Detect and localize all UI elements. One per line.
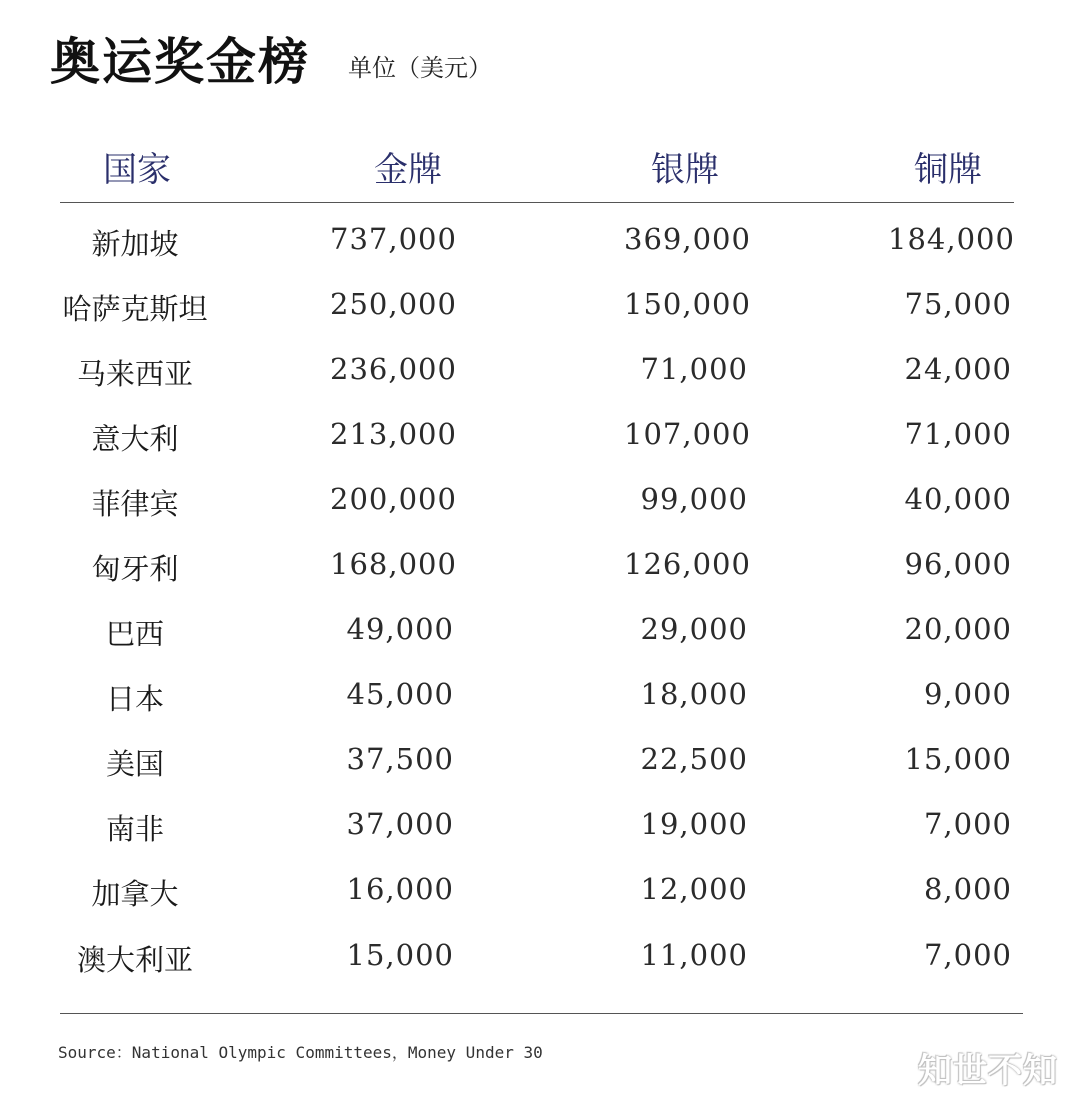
column-header-bronze: 铜牌 xyxy=(914,150,982,190)
silver-cell: 22,500 xyxy=(640,742,748,776)
silver-cell: 99,000 xyxy=(640,482,748,516)
silver-cell: 150,000 xyxy=(624,287,751,321)
bronze-cell: 24,000 xyxy=(904,352,1012,386)
silver-cell: 126,000 xyxy=(624,547,751,581)
column-header-gold: 金牌 xyxy=(374,150,442,190)
gold-cell: 213,000 xyxy=(330,417,457,451)
silver-cell: 11,000 xyxy=(640,938,748,972)
gold-cell: 250,000 xyxy=(330,287,457,321)
country-cell: 澳大利亚 xyxy=(76,943,193,977)
bronze-cell: 20,000 xyxy=(904,612,1012,646)
country-cell: 美国 xyxy=(105,747,164,781)
bronze-cell: 96,000 xyxy=(904,547,1012,581)
silver-cell: 18,000 xyxy=(640,677,748,711)
gold-cell: 236,000 xyxy=(330,352,457,386)
bronze-cell: 8,000 xyxy=(923,872,1012,906)
gold-cell: 37,000 xyxy=(346,807,454,841)
bronze-cell: 184,000 xyxy=(888,222,1015,256)
country-cell: 匈牙利 xyxy=(91,552,179,586)
silver-cell: 29,000 xyxy=(640,612,748,646)
gold-cell: 37,500 xyxy=(346,742,454,776)
page-title: 奥运奖金榜 xyxy=(50,33,310,91)
silver-cell: 19,000 xyxy=(640,807,748,841)
bronze-cell: 75,000 xyxy=(904,287,1012,321)
header-divider xyxy=(60,202,1014,203)
country-cell: 马来西亚 xyxy=(76,357,193,391)
gold-cell: 45,000 xyxy=(346,677,454,711)
country-cell: 巴西 xyxy=(105,617,164,651)
unit-subtitle: 单位（美元） xyxy=(348,54,492,82)
silver-cell: 71,000 xyxy=(640,352,748,386)
gold-cell: 168,000 xyxy=(330,547,457,581)
bronze-cell: 40,000 xyxy=(904,482,1012,516)
country-cell: 日本 xyxy=(105,682,164,716)
bronze-cell: 7,000 xyxy=(923,938,1012,972)
silver-cell: 369,000 xyxy=(624,222,751,256)
bronze-cell: 71,000 xyxy=(904,417,1012,451)
source-note: Source：National Olympic Committees，Money Under 30 xyxy=(58,1043,543,1062)
country-cell: 意大利 xyxy=(91,422,179,456)
silver-cell: 12,000 xyxy=(640,872,748,906)
gold-cell: 15,000 xyxy=(346,938,454,972)
watermark-logo: 知世不知 xyxy=(918,1051,1058,1091)
column-header-country: 国家 xyxy=(103,150,171,190)
country-cell: 新加坡 xyxy=(91,227,179,261)
bronze-cell: 7,000 xyxy=(923,807,1012,841)
bronze-cell: 9,000 xyxy=(923,677,1012,711)
gold-cell: 737,000 xyxy=(330,222,457,256)
country-cell: 南非 xyxy=(105,812,164,846)
column-header-silver: 银牌 xyxy=(651,150,719,190)
silver-cell: 107,000 xyxy=(624,417,751,451)
footer-divider xyxy=(60,1013,1023,1014)
country-cell: 加拿大 xyxy=(91,877,179,911)
gold-cell: 49,000 xyxy=(346,612,454,646)
country-cell: 哈萨克斯坦 xyxy=(62,292,208,326)
gold-cell: 16,000 xyxy=(346,872,454,906)
gold-cell: 200,000 xyxy=(330,482,457,516)
bronze-cell: 15,000 xyxy=(904,742,1012,776)
country-cell: 菲律宾 xyxy=(91,487,179,521)
